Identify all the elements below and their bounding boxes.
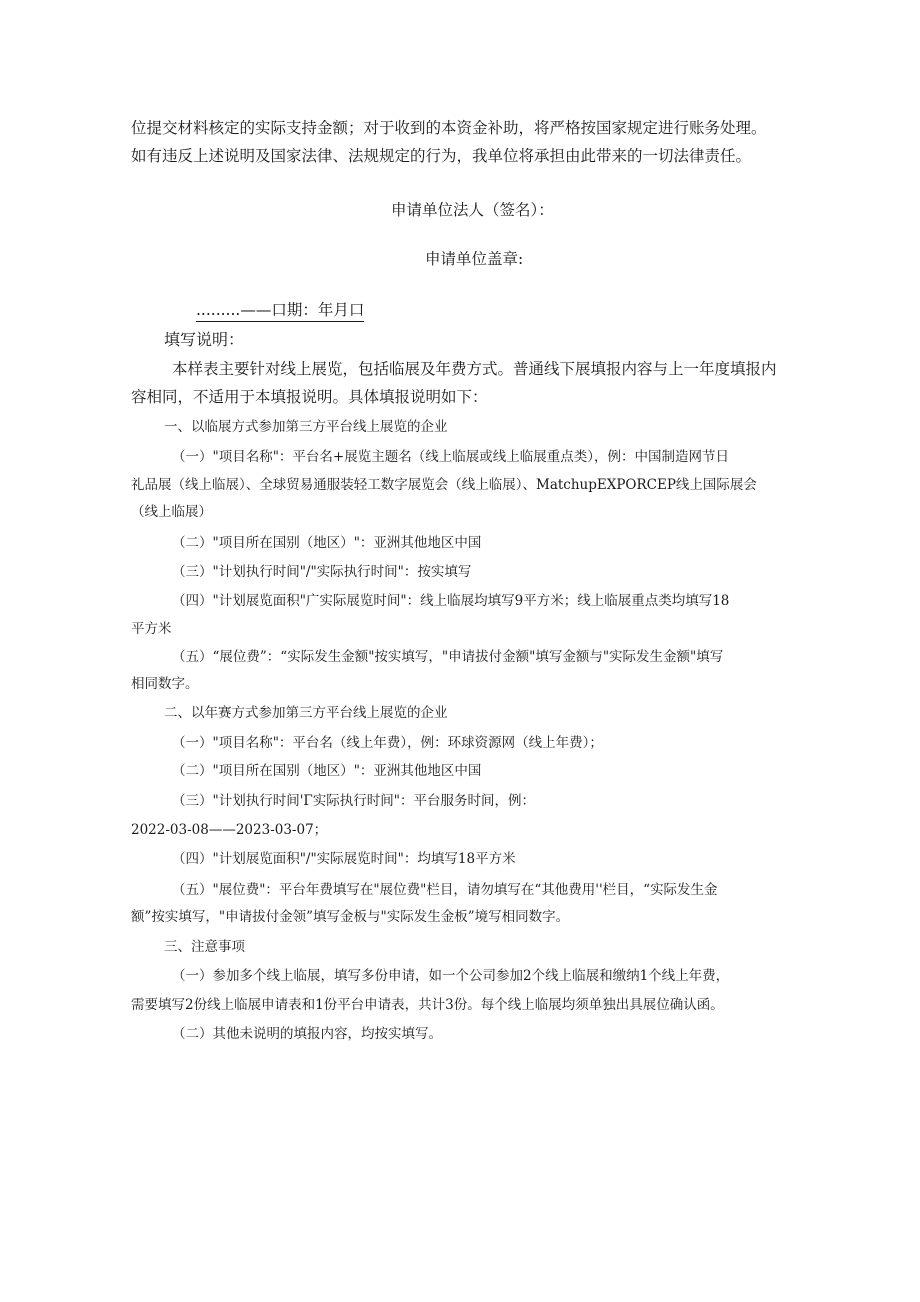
legal-person-signature-label: 申请单位法人（签名）：: [391, 201, 554, 219]
section-1-item-1-line-2: 礼品展（线上临展）、全球贸易通服装轻工数字展览会（线上临展）、MatchupEXPORCEP线上国际展会: [131, 477, 757, 493]
section-2-item-2: （二）"项目所在国别（地区）"：亚洲其他地区中国: [172, 763, 482, 779]
section-3-item-1-line-1: （一）参加多个线上临展，填写多份申请，如一个公司参加2个线上临展和缴纳1个线上年费，: [172, 968, 730, 984]
section-2-title: 二、以年赛方式参加第三方平台线上展览的企业: [164, 705, 448, 721]
section-2-item-3-line-1: （三）"计划执行时间'Γ实际执行时间"：平台服务时间，例：: [172, 793, 535, 809]
seal-label: 申请单位盖章:: [425, 250, 524, 268]
section-1-item-5-line-2: 相同数字。: [131, 676, 199, 692]
intro-line-2: 如有违反上述说明及国家法律、法规规定的行为，我单位将承担由此带来的一切法律责任。: [131, 147, 752, 165]
date-line: .........——口期：年月口: [196, 303, 364, 322]
section-2-item-3-line-2: 2022-03-08——2023-03-07；: [131, 822, 328, 838]
section-3-item-2: （二）其他未说明的填报内容，均按实填写。: [172, 1026, 442, 1042]
instructions-heading: 填写说明：: [164, 330, 245, 349]
section-1-item-4-line-2: 平方米: [131, 621, 172, 637]
section-1-item-1-line-3: （线上临展）: [131, 504, 212, 520]
section-1-item-1-line-1: （一）"项目名称"：平台名+展览主题名（线上临展或线上临展重点类），例：中国制造网节日: [172, 449, 729, 465]
section-2-item-5-line-2: 额”按实填写，"申请拔付金领”填写金板与"实际发生金板”境写相同数字。: [131, 909, 570, 925]
instructions-intro-line-1: 本样表主要针对线上展览，包括临展及年费方式。普通线下展填报内容与上一年度填报内: [172, 360, 777, 378]
section-1-item-2: （二）"项目所在国别（地区）"：亚洲其他地区中国: [172, 535, 482, 551]
section-2-item-1: （一）"项目名称"：平台名（线上年费），例：环球资源网（线上年费）；: [172, 735, 603, 751]
section-3-title: 三、注意事项: [164, 939, 245, 955]
section-3-item-1-line-2: 需要填写2份线上临展申请表和1份平台申请表，共计3份。每个线上临展均须单独出具展位确认函。: [131, 997, 724, 1013]
instructions-intro-line-2: 容相同，不适用于本填报说明。具体填报说明如下：: [131, 388, 488, 406]
section-2-item-5-line-1: （五）"展位费"：平台年费填写在"展位费"栏目，请勿填写在“其他费用''栏目，“实际发生金: [172, 882, 718, 898]
section-2-item-4: （四）"计划展览面积"/"实际展览时间"：均填写18平方米: [172, 851, 516, 867]
section-1-item-4-line-1: （四）"计划展览面积"广实际展览时间"：线上临展均填写9平方米；线上临展重点类均填写18: [172, 593, 730, 609]
section-1-title: 一、以临展方式参加第三方平台线上展览的企业: [164, 419, 448, 435]
intro-line-1: 位提交材料核定的实际支持金额；对于收到的本资金补助，将严格按国家规定进行账务处理。: [131, 119, 767, 137]
section-1-item-3: （三）"计划执行时间"/"实际执行时间"：按实填写: [172, 564, 472, 580]
section-1-item-5-line-1: （五）“展位费”：“实际发生金额"按实填写，"申请拔付金额"填写金额与"实际发生金额"填写: [172, 649, 724, 665]
